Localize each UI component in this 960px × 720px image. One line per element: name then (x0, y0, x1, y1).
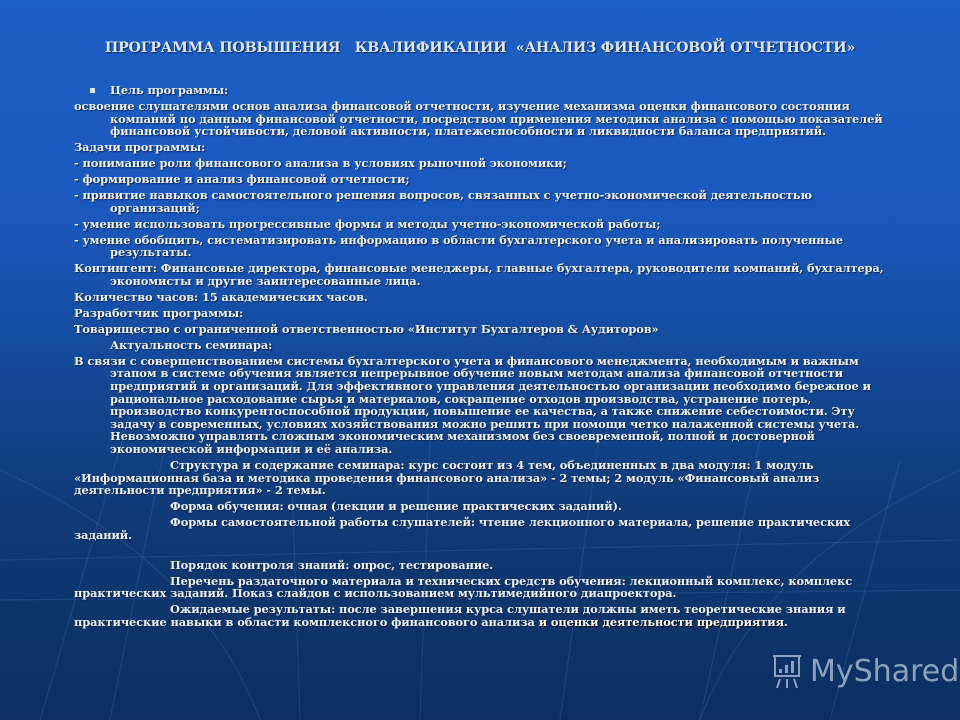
self-work-text: Формы самостоятельной работы слушателей: чтение лекционного материала, решение практических заданий. (74, 515, 851, 542)
materials-text: Перечень раздаточного материала и технических средств обучения: лекционный комплекс, комплекс практических заданий. Показ слайдов с использованием мультимедийного диапроектора. (74, 573, 853, 601)
slide-body (74, 84, 894, 632)
results-main: Ожидаемые результаты: после завершения курса слушатели должны иметь теоретические знания и практические навыки в области комплексного финансового анализа (74, 602, 846, 629)
control-text: Порядок контроля знаний: опрос, тестирование. (170, 557, 494, 572)
task-item: - умение использовать прогрессивные формы и методы учетно-экономической работы; (74, 216, 661, 231)
relevance-heading: Актуальность семинара: (110, 337, 273, 352)
form-text: Форма обучения: очная (лекции и решение практических заданий). (170, 499, 622, 514)
goal-text: освоение слушателями основ анализа финансовой отчетности, изучение механизма оценки финансового состояния компаний по данным финансовой отчетности, посредством применения методики анализа с помощью показателей финансовой устойчивости, деловой активности, платежеспособности и ликвидности баланса предприятий. (74, 98, 883, 139)
task-item: - понимание роли финансового анализа в условиях рыночной экономики; (74, 156, 567, 171)
results-emphasis: и оценки деятельности предприятия. (538, 614, 788, 629)
developer-heading: Разработчик программы: (74, 305, 244, 320)
task-item: - привитие навыков самостоятельного решения вопросов, связанных с учетно-экономической деятельностью организаций; (74, 188, 813, 215)
tasks-heading: Задачи программы: (74, 140, 206, 155)
relevance-text: В связи с совершенствованием системы бухгалтерского учета и финансового менеджмента, необходимым и важным этапом в системе обучения является непрерывное обучение новым методам анализа финансовой отчетности предприятий и организаций. Для эффективного управления деятельностью организации необходимо бережное и рациональное расходование сырья и материалов, сокращение отходов производства, устранение потерь, производство конкурентоспособной продукции, повышение ее качества, а также снижение себестоимости. Эту задачу в современных, условиях хозяйствования можно решить при помощи четко налаженной системы учета. Невозможно управлять сложным экономическим механизмом без своевременной, полной и достоверной экономической информации и её анализа. (74, 353, 871, 456)
presentation-board-icon (770, 652, 804, 690)
watermark-logo (770, 652, 959, 690)
watermark-text: MyShared (810, 653, 960, 689)
structure-text: Структура и содержание семинара: курс состоит из 4 тем, объединенных в два модуля: 1 модуль «Информационная база и методика проведения финансового анализа» - 2 темы; 2 модуль «Финансовый анализ деятельности предприятия» - 2 темы. (74, 457, 820, 498)
square-bullet-icon (90, 88, 95, 93)
task-item: - формирование и анализ финансовой отчетности; (74, 172, 410, 187)
goal-heading: Цель программы: (110, 83, 229, 97)
task-item: - умение обобщить, систематизировать информацию в области бухгалтерского учета и анализировать полученные результаты. (74, 232, 843, 260)
spacer (74, 545, 894, 559)
slide-title: ПРОГРАММА ПОВЫШЕНИЯ КВАЛИФИКАЦИИ «АНАЛИЗ ФИНАНСОВОЙ ОТЧЕТНОСТИ» (104, 40, 856, 56)
contingent-text: Контингент: Финансовые директора, финансовые менеджеры, главные бухгалтера, руководители компаний, бухгалтера, экономисты и другие заинтересованные лица. (74, 261, 884, 288)
developer-text: Товарищество с ограниченной ответственностью «Институт Бухгалтеров & Аудиторов» (74, 321, 659, 336)
hours-text: Количество часов: 15 академических часов. (74, 289, 368, 304)
results-text (74, 603, 894, 628)
goal-heading-line (74, 84, 894, 97)
